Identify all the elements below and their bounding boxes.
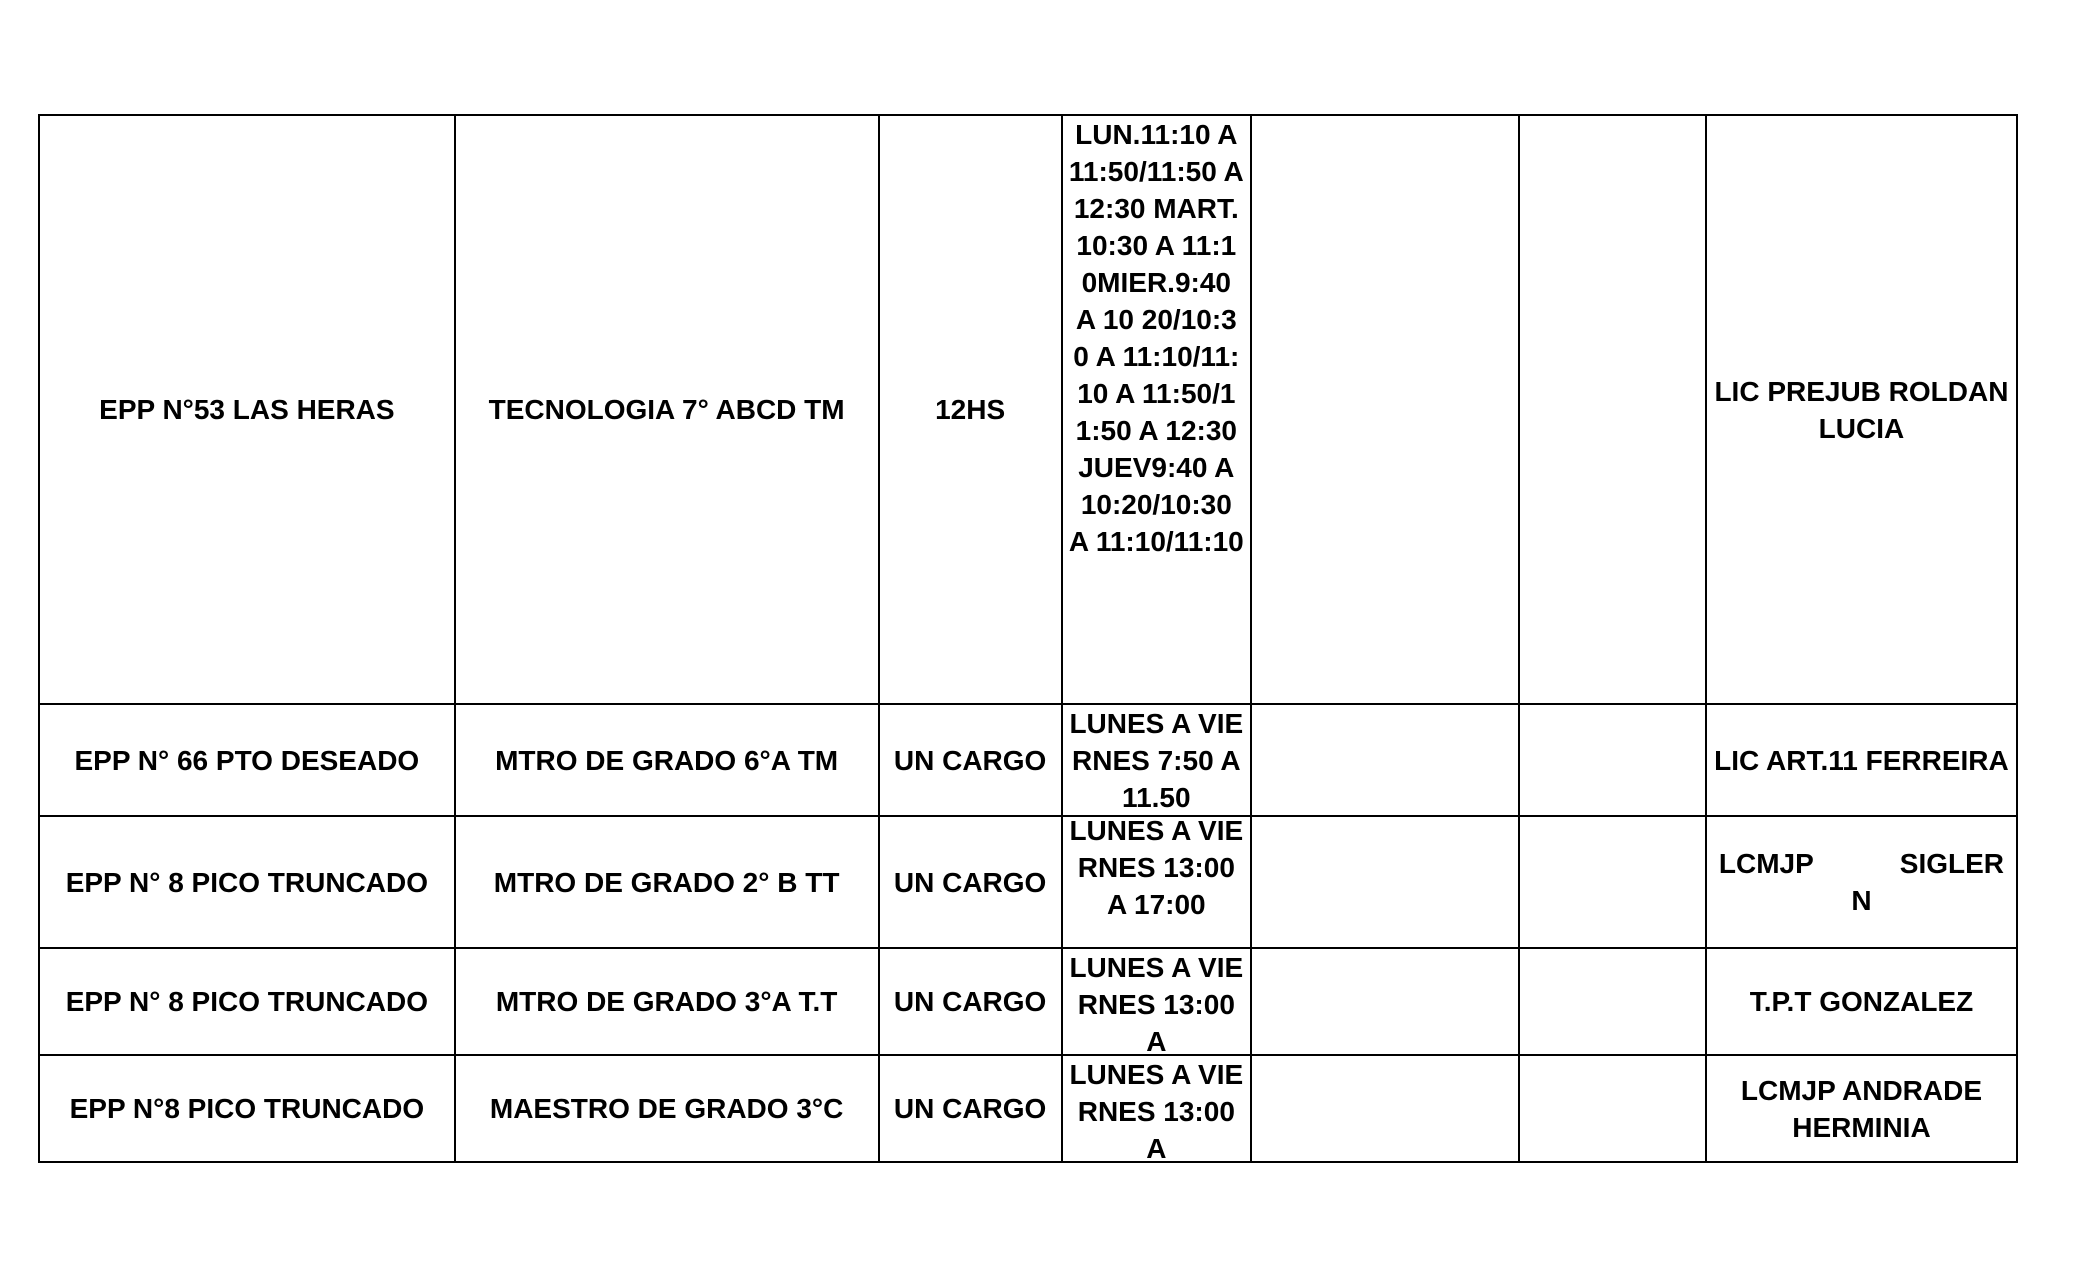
empty-cell	[1251, 948, 1519, 1055]
leave-cell	[1706, 816, 2017, 948]
leave-initial: N	[1851, 885, 1872, 916]
table-row	[39, 816, 2017, 948]
school-cell: EPP N°53 LAS HERAS	[39, 115, 455, 704]
position-cell: MTRO DE GRADO 6°A TM	[455, 704, 879, 816]
schedule-cell	[1062, 1055, 1251, 1162]
leave-cell: LIC PREJUB ROLDAN LUCIA	[1706, 115, 2017, 704]
empty-cell	[1519, 115, 1706, 704]
schedule-table	[38, 114, 2018, 1163]
leave-code: LCMJP	[1718, 848, 1814, 879]
position-cell: TECNOLOGIA 7° ABCD TM	[455, 115, 879, 704]
leave-surname: SIGLER	[1899, 848, 2004, 879]
schedule-text: LUN.11:10 A 11:50/11:50 A 12:30 MART.10:30 A 11:10MIER.9:40 A 10 20/10:30 A 11:10/11:10 A 11:50/11:50 A 12:30 JUEV9:40 A 10:20/10:30 A 11:10/11:10	[1068, 119, 1244, 557]
empty-cell	[1519, 1055, 1706, 1162]
table-row	[39, 948, 2017, 1055]
hours-cell: UN CARGO	[879, 816, 1062, 948]
schedule-cell	[1062, 704, 1251, 816]
school-cell: EPP N° 66 PTO DESEADO	[39, 704, 455, 816]
hours-cell: 12HS	[879, 115, 1062, 704]
schedule-text: LUNES A VIERNES 13:00 A	[1069, 952, 1244, 1054]
hours-cell: UN CARGO	[879, 704, 1062, 816]
empty-cell	[1251, 704, 1519, 816]
empty-cell	[1519, 704, 1706, 816]
hours-cell: UN CARGO	[879, 1055, 1062, 1162]
schedule-cell	[1062, 816, 1251, 948]
leave-line	[1713, 845, 2010, 882]
empty-cell	[1519, 816, 1706, 948]
hours-cell: UN CARGO	[879, 948, 1062, 1055]
leave-cell: T.P.T GONZALEZ	[1706, 948, 2017, 1055]
leave-cell: LCMJP ANDRADE HERMINIA	[1706, 1055, 2017, 1162]
empty-cell	[1251, 816, 1519, 948]
schedule-text: LUNES A VIERNES 7:50 A 11.50	[1069, 708, 1244, 813]
empty-cell	[1251, 115, 1519, 704]
table-row	[39, 1055, 2017, 1162]
schedule-text: LUNES A VIERNES 13:00 A	[1069, 1059, 1244, 1161]
schedule-text: LUNES A VIERNES 13:00 A 17:00	[1069, 816, 1244, 920]
schedule-cell	[1062, 115, 1251, 704]
table-row	[39, 704, 2017, 816]
table-row	[39, 115, 2017, 704]
schedule-cell	[1062, 948, 1251, 1055]
school-cell: EPP N°8 PICO TRUNCADO	[39, 1055, 455, 1162]
empty-cell	[1519, 948, 1706, 1055]
position-cell: MTRO DE GRADO 3°A T.T	[455, 948, 879, 1055]
position-cell: MAESTRO DE GRADO 3°C	[455, 1055, 879, 1162]
leave-cell: LIC ART.11 FERREIRA	[1706, 704, 2017, 816]
position-cell: MTRO DE GRADO 2° B TT	[455, 816, 879, 948]
school-cell: EPP N° 8 PICO TRUNCADO	[39, 816, 455, 948]
empty-cell	[1251, 1055, 1519, 1162]
school-cell: EPP N° 8 PICO TRUNCADO	[39, 948, 455, 1055]
